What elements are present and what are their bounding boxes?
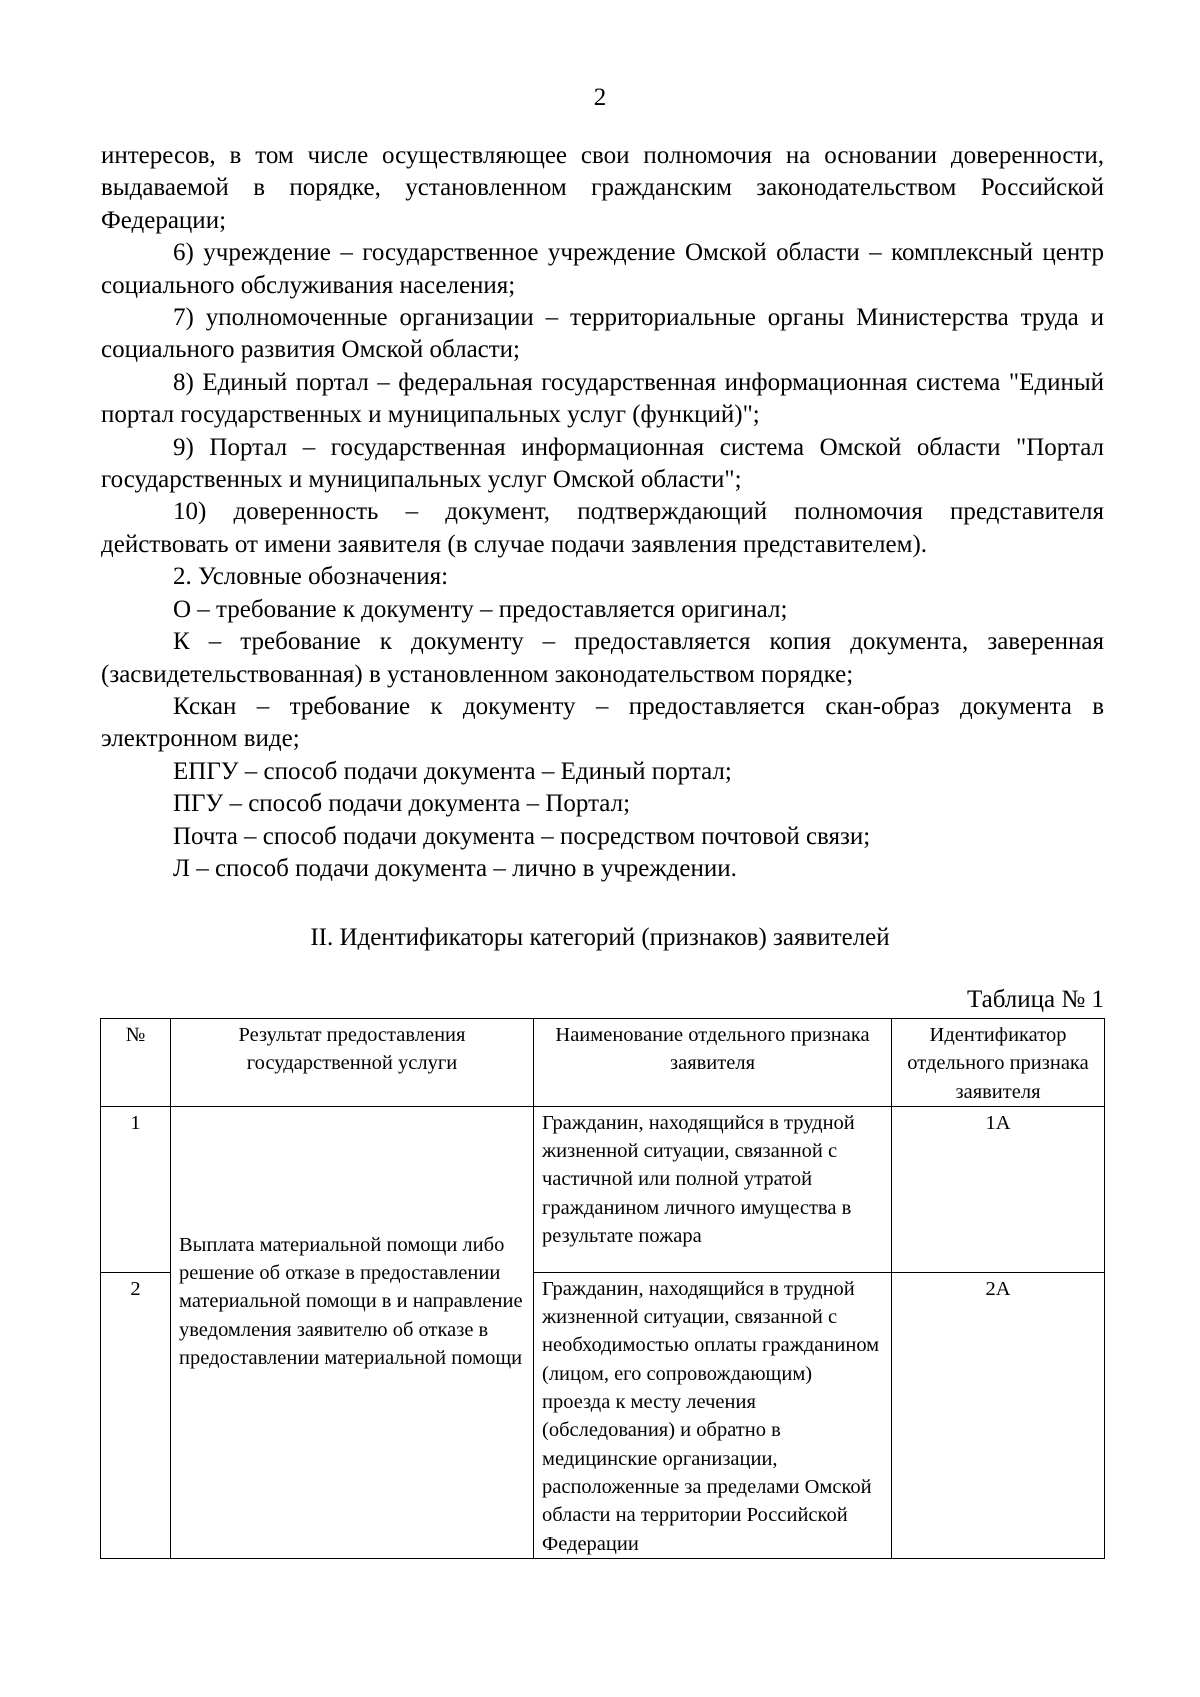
paragraph: Почта – способ подачи документа – посредством почтовой связи; [173, 822, 871, 850]
row-num: 2 [101, 1272, 171, 1558]
header-id: Идентификатор отдельного признака заявителя [892, 1019, 1105, 1107]
identifiers-table [100, 1018, 1105, 1559]
header-num: № [101, 1019, 171, 1107]
id-cell: 1А [892, 1106, 1105, 1272]
id-cell: 2А [892, 1272, 1105, 1558]
page-number: 2 [593, 84, 607, 111]
sign-cell: Гражданин, находящийся в трудной жизненной ситуации, связанной с необходимостью оплаты гражданином (лицом, его сопровождающим) проезда к месту лечения (обследования) и обратно в медицинские организации, расположенные за пределами Омской области на территории Российской Федерации [534, 1272, 892, 1558]
section-title: II. Идентификаторы категорий (признаков) заявителей [310, 924, 890, 951]
paragraph: К – требование к документу – предоставляется копия документа, заверенная (засвидетельствованная) в установленном законодательством порядке; [101, 628, 1104, 688]
result-text: Выплата материальной помощи либо решение об отказе в предоставлении материальной помощи в и направление уведомления заявителю об отказе в предоставлении материальной помощи [179, 1233, 523, 1370]
header-result: Результат предоставления государственной услуги [171, 1019, 534, 1107]
paragraph: 7) уполномоченные организации – территориальные органы Министерства труда и социального развития Омской области; [101, 304, 1104, 364]
paragraph: интересов, в том числе осуществляющее свои полномочия на основании доверенности, выдаваемой в порядке, установленном гражданским законодательством Российской Федерации; [101, 142, 1104, 234]
table-header-row [101, 1019, 1105, 1107]
result-cell [171, 1106, 534, 1558]
paragraph: 9) Портал – государственная информационная система Омской области "Портал государственных и муниципальных услуг Омской области"; [101, 433, 1104, 494]
paragraph: 6) учреждение – государственное учреждение Омской области – комплексный центр социального обслуживания населения; [101, 239, 1104, 299]
paragraph: Кскан – требование к документу – предоставляется скан-образ документа в электронном виде; [101, 692, 1104, 753]
paragraph: Л – способ подачи документа – лично в учреждении. [173, 854, 737, 882]
header-sign: Наименование отдельного признака заявителя [534, 1019, 892, 1107]
paragraph: 10) доверенность – документ, подтверждающий полномочия представителя действовать от имени заявителя (в случае подачи заявления представителем). [101, 498, 1104, 558]
paragraph: ЕПГУ – способ подачи документа – Единый портал; [173, 757, 732, 785]
paragraph: 2. Условные обозначения: [173, 563, 449, 591]
paragraph: О – требование к документу – предоставляется оригинал; [173, 595, 788, 623]
body-text [101, 140, 1104, 885]
sign-cell: Гражданин, находящийся в трудной жизненной ситуации, связанной с частичной или полной утратой гражданином личного имущества в результате пожара [534, 1106, 892, 1272]
table-caption: Таблица № 1 [966, 986, 1104, 1013]
table-row [101, 1106, 1105, 1272]
paragraph: 8) Единый портал – федеральная государственная информационная система "Единый портал государственных и муниципальных услуг (функций)"; [101, 368, 1104, 429]
paragraph: ПГУ – способ подачи документа – Портал; [173, 790, 631, 818]
row-num: 1 [101, 1106, 171, 1272]
